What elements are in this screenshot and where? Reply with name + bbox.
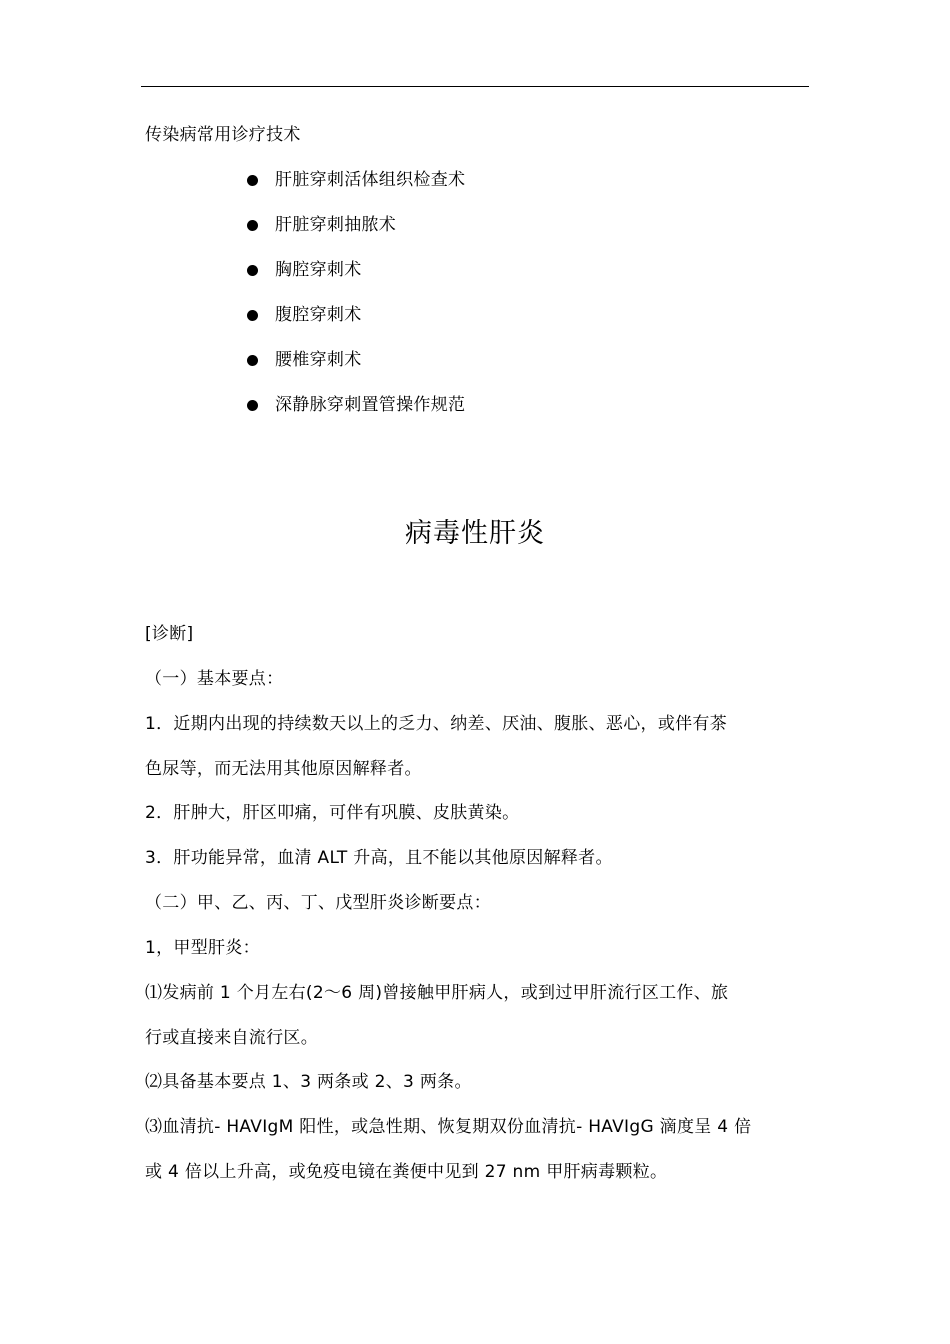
bullet-icon	[247, 265, 258, 276]
paragraph-line: 或 4 倍以上升高，或免疫电镜在粪便中见到 27 nm 甲肝病毒颗粒。	[145, 1162, 668, 1182]
procedure-list	[247, 169, 465, 439]
procedure-label: 腰椎穿刺术	[275, 350, 362, 370]
list-item	[247, 394, 465, 439]
paragraph-line: 色尿等，而无法用其他原因解释者。	[145, 759, 422, 779]
section-title: 病毒性肝炎	[405, 518, 545, 549]
subsection-heading: （二）甲、乙、丙、丁、戊型肝炎诊断要点：	[145, 893, 491, 913]
procedure-label: 肝脏穿刺活体组织检查术	[275, 170, 466, 190]
procedure-label: 深静脉穿刺置管操作规范	[275, 395, 466, 415]
diagnosis-heading: [诊断]	[145, 624, 194, 644]
paragraph-line: 行或直接来自流行区。	[145, 1028, 318, 1048]
list-item	[247, 259, 465, 304]
header-rule	[141, 86, 809, 87]
bullet-icon	[247, 175, 258, 186]
paragraph-line: 1．近期内出现的持续数天以上的乏力、纳差、厌油、腹胀、恶心，或伴有茶	[145, 714, 728, 734]
bullet-icon	[247, 400, 258, 411]
list-item	[247, 304, 465, 349]
paragraph-line: ⑶血清抗- HAVIgM 阳性，或急性期、恢复期双份血清抗- HAVIgG 滴度呈 4 倍	[145, 1117, 752, 1137]
paragraph-line: 2．肝肿大，肝区叩痛，可伴有巩膜、皮肤黄染。	[145, 803, 520, 823]
bullet-icon	[247, 310, 258, 321]
bullet-icon	[247, 355, 258, 366]
bullet-icon	[247, 220, 258, 231]
list-item	[247, 214, 465, 259]
paragraph-line: 3．肝功能异常，血清 ALT 升高，且不能以其他原因解释者。	[145, 848, 613, 868]
subsection-heading: 1，甲型肝炎：	[145, 938, 260, 958]
procedure-label: 肝脏穿刺抽脓术	[275, 215, 397, 235]
list-item	[247, 349, 465, 394]
procedure-label: 腹腔穿刺术	[275, 305, 362, 325]
paragraph-line: ⑴发病前 1 个月左右(2～6 周)曾接触甲肝病人，或到过甲肝流行区工作、旅	[145, 983, 729, 1003]
subsection-heading: （一）基本要点：	[145, 669, 284, 689]
paragraph-line: ⑵具备基本要点 1、3 两条或 2、3 两条。	[145, 1072, 472, 1092]
procedure-label: 胸腔穿刺术	[275, 260, 362, 280]
intro-heading: 传染病常用诊疗技术	[145, 125, 301, 145]
list-item	[247, 169, 465, 214]
